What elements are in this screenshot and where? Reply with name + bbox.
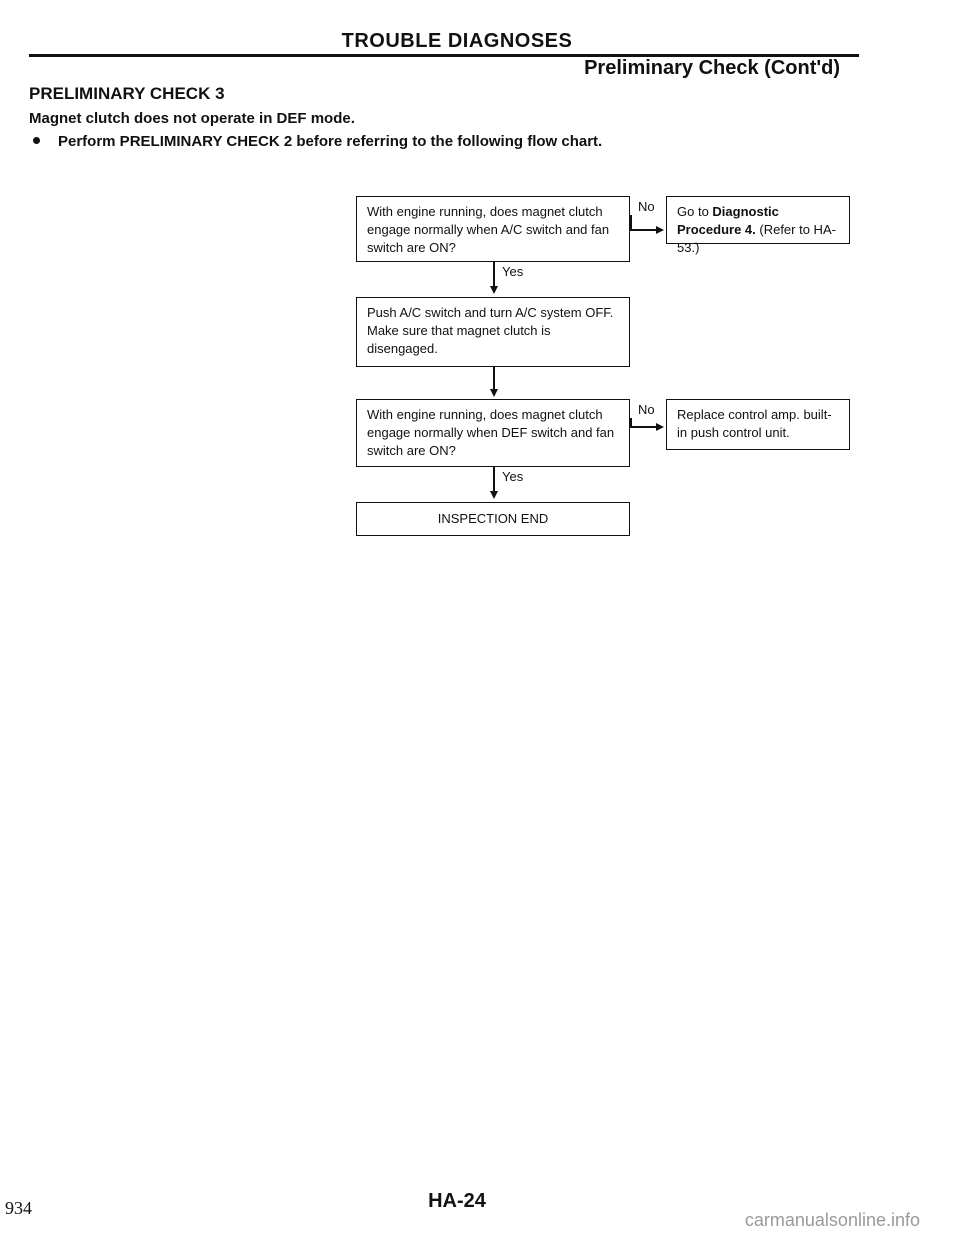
procedure-link: Diagnostic Procedure 4. — [677, 204, 779, 237]
watermark: carmanualsonline.info — [744, 1210, 920, 1230]
step3-box — [356, 399, 630, 467]
inspection-end-text: INSPECTION END — [437, 511, 549, 526]
step3-yes-line — [493, 467, 495, 491]
step2-box — [356, 297, 630, 367]
step2-text: Push A/C switch and turn A/C system OFF. Make sure that magnet clutch is disengaged. — [367, 305, 614, 356]
bullet-dot-icon — [33, 137, 40, 144]
step1-no-result-box — [666, 196, 850, 255]
step3-no-result-box — [666, 399, 850, 450]
step3-no-label: No — [638, 402, 655, 417]
step1-text: With engine running, does magnet clutch engage normally when A/C switch and fan switch are ON? — [367, 204, 610, 255]
check-title: PRELIMINARY CHECK 3 — [29, 84, 225, 103]
step1-yes-label: Yes — [502, 264, 524, 279]
step3-no-line — [630, 426, 656, 428]
step1-yes-line — [493, 262, 495, 286]
step3-no-result: Replace control amp. built-in push control unit. — [677, 407, 832, 440]
step3-text: With engine running, does magnet clutch engage normally when DEF switch and fan switch are ON? — [367, 407, 615, 458]
result-suffix: (Refer to HA-53.) — [677, 222, 836, 255]
page-subtitle: Preliminary Check (Cont'd) — [584, 57, 840, 79]
note-text: Perform PRELIMINARY CHECK 2 before referring to the following flow chart. — [58, 133, 603, 150]
step1-no-line — [630, 229, 656, 231]
arrow-down-icon — [490, 286, 498, 294]
page-number: 934 — [5, 1198, 32, 1218]
arrow-down-icon — [490, 389, 498, 397]
arrow-down-icon — [490, 491, 498, 499]
section-title: TROUBLE DIAGNOSES — [341, 30, 573, 52]
note-bullet — [33, 133, 602, 150]
inspection-end-box — [356, 502, 630, 536]
arrow-right-icon — [656, 226, 664, 234]
step1-no-label: No — [638, 199, 655, 214]
symptom-text: Magnet clutch does not operate in DEF mode. — [29, 110, 355, 127]
step3-yes-label: Yes — [502, 469, 524, 484]
step1-no-connector — [630, 215, 632, 230]
arrow-right-icon — [656, 423, 664, 431]
result-prefix: Go to — [677, 204, 713, 219]
page-code: HA-24 — [428, 1190, 486, 1212]
step1-box — [356, 196, 630, 262]
step2-line — [493, 367, 495, 389]
